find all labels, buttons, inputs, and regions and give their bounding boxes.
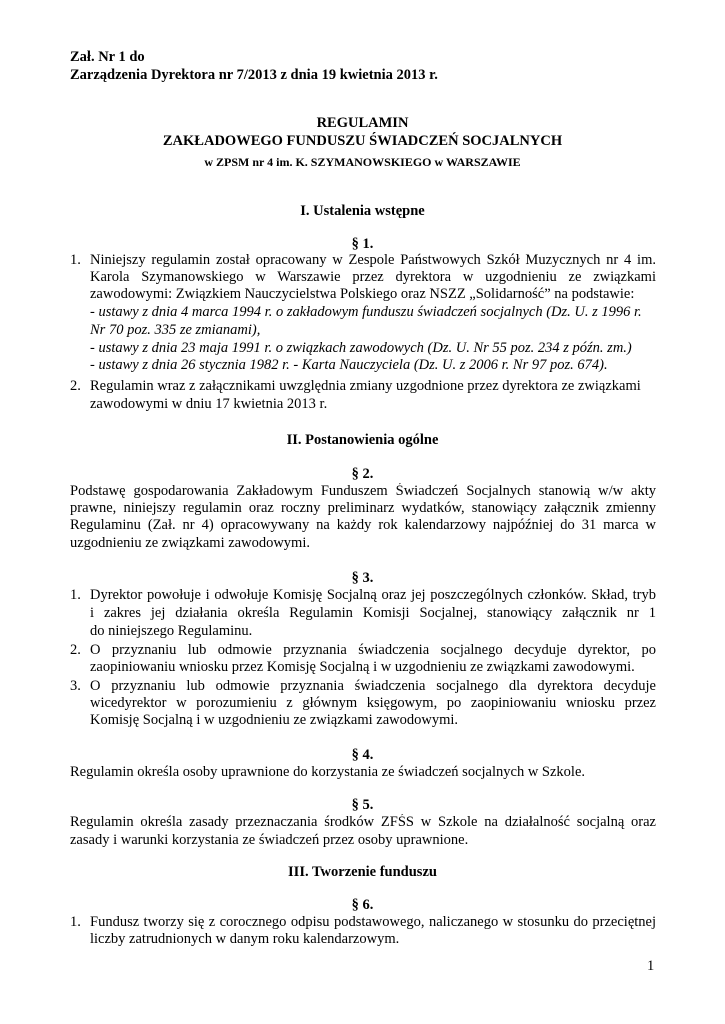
text-line: Podstawę gospodarowania Zakładowym Funduszem Świadczeń Socjalnych stanowią w/w akty bbox=[70, 483, 656, 499]
text-line: Regulamin wraz z załącznikami uwzględnia zmiany uzgodnione przez dyrektora ze związkami bbox=[90, 378, 641, 394]
list-number: 3. bbox=[70, 678, 81, 694]
paragraph-mark-5: § 5. bbox=[351, 797, 374, 813]
paragraph-mark-2: § 2. bbox=[351, 466, 374, 482]
text-line: i zakres jej działania określa Regulamin Komisji Socjalnej, stanowiący załącznik nr 1 bbox=[90, 605, 656, 621]
legal-basis-line: - ustawy z dnia 23 maja 1991 r. o związkach zawodowych (Dz. U. Nr 55 poz. 234 z późn. zm.) bbox=[90, 340, 632, 356]
text-line: Regulamin określa osoby uprawnione do korzystania ze świadczeń socjalnych w Szkole. bbox=[70, 764, 586, 780]
page-number: 1 bbox=[647, 958, 655, 974]
ordinance-reference: Zarządzenia Dyrektora nr 7/2013 z dnia 19 kwietnia 2013 r. bbox=[70, 67, 438, 83]
doc-title: REGULAMIN bbox=[316, 115, 409, 131]
legal-basis-line: - ustawy z dnia 4 marca 1994 r. o zakładowym funduszu świadczeń socjalnych (Dz. U. z 1996 r. bbox=[90, 304, 642, 320]
text-line: zasady i warunki korzystania ze świadczeń przez osoby uprawnione. bbox=[70, 832, 469, 848]
text-line: wicedyrektor w porozumieniu z głównym księgowym, po zaopiniowaniu wniosku przez bbox=[90, 695, 656, 711]
text-line: O przyznaniu lub odmowie przyznania świadczenia socjalnego decyduje dyrektor, po bbox=[90, 642, 656, 658]
legal-basis-line: - ustawy z dnia 26 stycznia 1982 r. - Karta Nauczyciela (Dz. U. z 2006 r. Nr 97 poz. 674). bbox=[90, 357, 608, 373]
paragraph-mark-6: § 6. bbox=[351, 897, 374, 913]
attachment-label: Zał. Nr 1 do bbox=[70, 49, 145, 65]
text-line: zawodowymi w dniu 17 kwietnia 2013 r. bbox=[90, 396, 328, 412]
text-line: Karola Szymanowskiego w Warszawie przez dyrektora w uzgodnieniu ze związkami bbox=[90, 269, 656, 285]
text-line: Regulaminu (Zał. nr 4) opracowywany na każdy rok kalendarzowy najpóźniej do 31 marca w bbox=[70, 517, 656, 533]
doc-subtitle: w ZPSM nr 4 im. K. SZYMANOWSKIEGO w WARSZAWIE bbox=[204, 155, 521, 169]
list-number: 1. bbox=[70, 252, 81, 268]
legal-basis-line: Nr 70 poz. 335 ze zmianami), bbox=[90, 322, 261, 338]
text-line: Regulamin określa zasady przeznaczania środków ZFŚS w Szkole na działalność socjalną oraz bbox=[70, 814, 656, 830]
text-line: Dyrektor powołuje i odwołuje Komisję Socjalną oraz jej poszczególnych członków. Skład, tryb bbox=[90, 587, 656, 603]
paragraph-mark-1: § 1. bbox=[351, 236, 374, 252]
text-line: uzgodnieniu ze związkami zawodowymi. bbox=[70, 535, 310, 551]
text-line: Niniejszy regulamin został opracowany w Zespole Państwowych Szkół Muzycznych nr 4 im. bbox=[90, 252, 656, 268]
list-number: 2. bbox=[70, 378, 81, 394]
section-heading-3: III. Tworzenie funduszu bbox=[288, 864, 437, 880]
list-number: 2. bbox=[70, 642, 81, 658]
list-number: 1. bbox=[70, 587, 81, 603]
doc-title-line2: ZAKŁADOWEGO FUNDUSZU ŚWIADCZEŃ SOCJALNYCH bbox=[162, 133, 563, 149]
text-line: zaopiniowaniu wniosku przez Komisję Socjalną i w uzgodnieniu ze związkami zawodowymi. bbox=[90, 659, 635, 675]
text-line: do niniejszego Regulaminu. bbox=[90, 623, 253, 639]
paragraph-mark-3: § 3. bbox=[351, 570, 374, 586]
text-line: Fundusz tworzy się z corocznego odpisu podstawowego, naliczanego w stosunku do przeciętnej bbox=[90, 914, 656, 930]
text-line: O przyznaniu lub odmowie przyznania świadczenia socjalnego dla dyrektora decyduje bbox=[90, 678, 656, 694]
section-heading-1: I. Ustalenia wstępne bbox=[300, 203, 425, 219]
section-heading-2: II. Postanowienia ogólne bbox=[286, 432, 439, 448]
text-line: prawne, niniejszy regulamin oraz roczny preliminarz wydatków, stanowiący załącznik zmienny bbox=[70, 500, 656, 516]
text-line: liczby zatrudnionych w danym roku kalendarzowym. bbox=[90, 931, 400, 947]
list-number: 1. bbox=[70, 914, 81, 930]
paragraph-mark-4: § 4. bbox=[351, 747, 374, 763]
text-line: zawodowymi: Związkiem Nauczycielstwa Polskiego oraz NSZZ „Solidarność” na podstawie: bbox=[90, 286, 635, 302]
text-line: Komisję Socjalną i w uzgodnieniu ze związkami zawodowymi. bbox=[90, 712, 459, 728]
